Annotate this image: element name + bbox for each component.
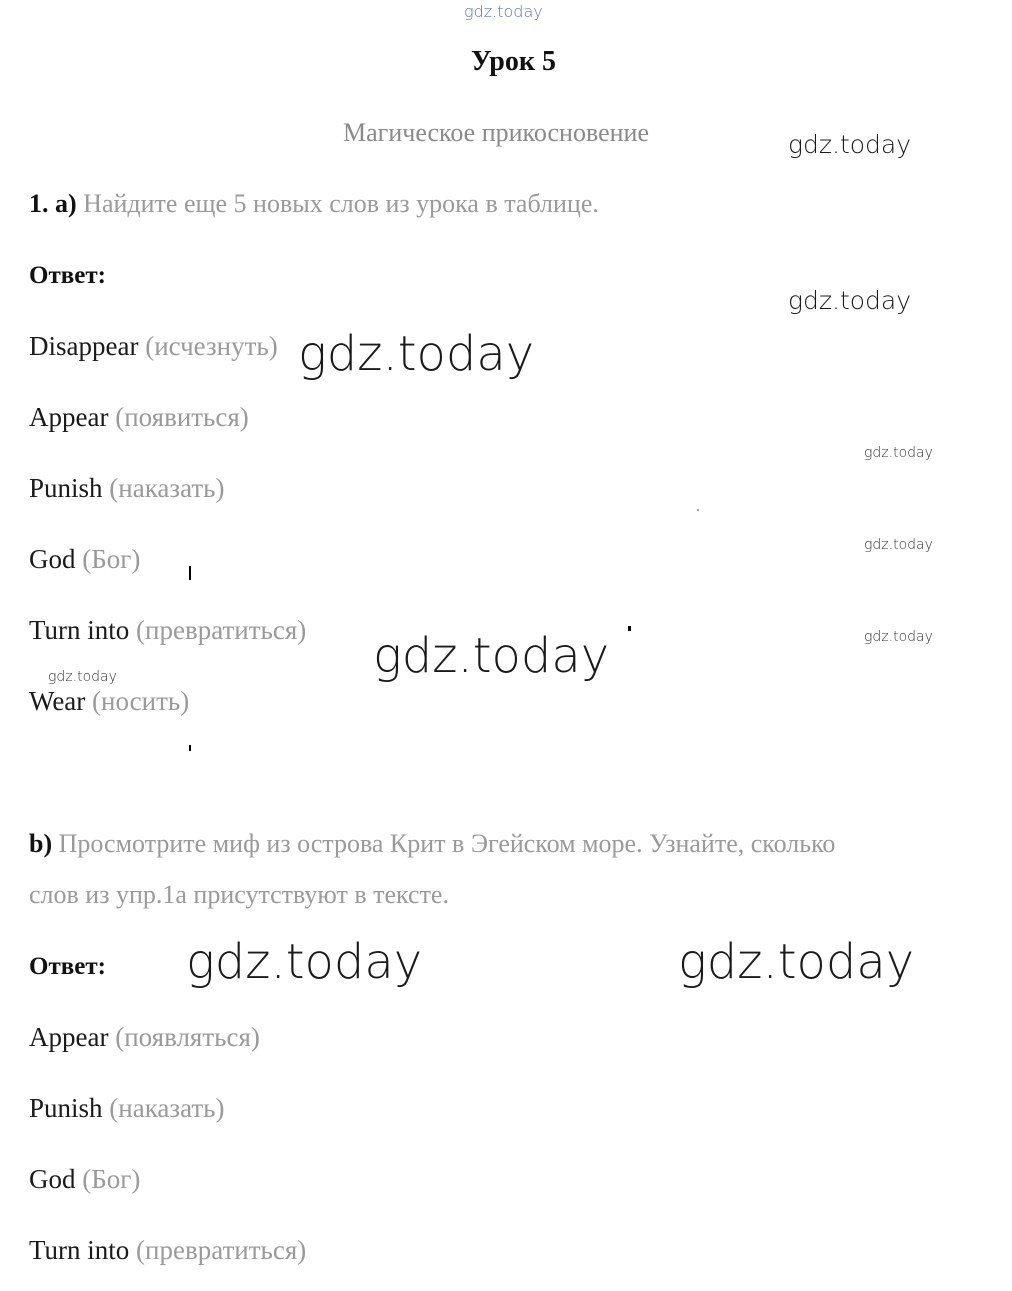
watermark-large: gdz.today	[678, 934, 915, 990]
task-a-instruction	[29, 189, 599, 219]
watermark-large: gdz.today	[373, 628, 610, 684]
word-translation: (Бог)	[82, 544, 141, 574]
word-item	[29, 544, 140, 575]
word-item	[29, 402, 249, 433]
word-item	[29, 615, 306, 646]
watermark-small: gdz.today	[48, 669, 117, 685]
watermark-top: gdz.today	[464, 2, 543, 21]
watermark-small: gdz.today	[864, 445, 933, 461]
word-translation: (исчезнуть)	[145, 331, 278, 361]
word-english: Turn into	[29, 1235, 130, 1265]
word-item	[29, 1022, 260, 1053]
watermark: gdz.today	[788, 130, 912, 159]
watermark-small: gdz.today	[864, 629, 933, 645]
scan-speck	[628, 626, 631, 631]
word-english: Disappear	[29, 331, 139, 361]
word-translation: (носить)	[92, 686, 190, 716]
word-item	[29, 686, 189, 717]
word-translation: (превратиться)	[136, 1235, 307, 1265]
word-translation: (наказать)	[109, 473, 225, 503]
page-title: Урок 5	[471, 46, 556, 77]
word-english: God	[29, 1164, 76, 1194]
task-b-text-line1: Просмотрите миф из острова Крит в Эгейском море. Узнайте, сколько	[58, 829, 836, 858]
word-translation: (появляться)	[115, 1022, 260, 1052]
word-item	[29, 473, 224, 504]
watermark: gdz.today	[788, 286, 912, 315]
scan-speck	[697, 509, 699, 511]
word-item	[29, 331, 278, 362]
watermark-large: gdz.today	[186, 934, 423, 990]
word-english: Turn into	[29, 615, 130, 645]
word-english: Appear	[29, 402, 109, 432]
task-b-instruction	[29, 829, 835, 859]
task-a-text: Найдите еще 5 новых слов из урока в таблице.	[83, 189, 599, 218]
page-subtitle: Магическое прикосновение	[343, 118, 649, 147]
answer-label: Ответ:	[29, 953, 106, 980]
word-english: Punish	[29, 473, 103, 503]
answer-label: Ответ:	[29, 262, 106, 289]
word-translation: (наказать)	[109, 1093, 225, 1123]
scan-speck	[189, 566, 191, 580]
task-b-text-line2: слов из упр.1a присутствуют в тексте.	[29, 880, 449, 909]
word-english: Punish	[29, 1093, 103, 1123]
word-translation: (появиться)	[115, 402, 249, 432]
word-english: Wear	[29, 686, 86, 716]
word-item	[29, 1093, 224, 1124]
word-english: God	[29, 544, 76, 574]
watermark-large: gdz.today	[298, 326, 535, 382]
word-item	[29, 1235, 306, 1266]
word-translation: (превратиться)	[136, 615, 307, 645]
word-item	[29, 1164, 140, 1195]
watermark-small: gdz.today	[864, 537, 933, 553]
task-b-number: b)	[29, 829, 53, 858]
task-a-number: 1. a)	[29, 189, 77, 218]
scan-speck	[189, 745, 191, 751]
word-translation: (Бог)	[82, 1164, 141, 1194]
word-english: Appear	[29, 1022, 109, 1052]
